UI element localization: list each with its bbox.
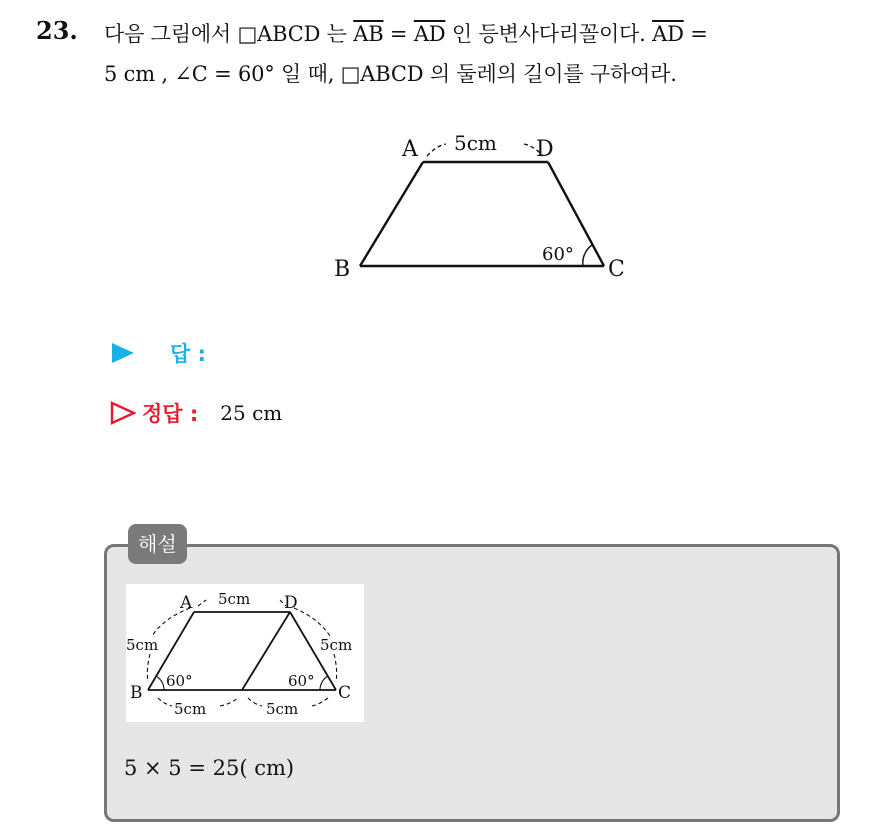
top-length-label: 5cm <box>454 131 497 155</box>
question-text-1a: 다음 그림에서 □ABCD 는 <box>104 22 354 46</box>
vertex-a-label: A <box>402 137 418 162</box>
sol-vertex-a: A <box>180 593 193 613</box>
sol-top-length: 5cm <box>218 590 251 608</box>
sol-angle-b-label: 60° <box>166 672 193 690</box>
sol-vertex-d: D <box>284 593 298 613</box>
question-number: 23. <box>36 16 78 45</box>
trapezoid-figure <box>330 118 640 288</box>
correct-answer-value: 25 cm <box>220 401 283 425</box>
vertex-c-label: C <box>608 257 625 282</box>
question-line-2: 5 cm , ∠C = 60° 일 때, □ABCD 의 둘레의 길이를 구하여라. <box>104 62 677 86</box>
answer-label: 답 : <box>170 342 206 366</box>
dimension-arc-left <box>427 144 446 156</box>
question-line-1 <box>104 18 708 48</box>
angle-arc-c <box>583 245 592 266</box>
correct-answer-row <box>110 398 282 428</box>
sol-left-length: 5cm <box>126 636 159 654</box>
triangle-outline-icon <box>110 401 136 425</box>
segment-ad-2: $\overline{AD}$ <box>652 22 684 46</box>
correct-answer-label: 정답 : <box>142 402 199 426</box>
solution-formula: 5 × 5 = 25( cm) <box>124 756 295 780</box>
sol-vertex-b: B <box>130 683 143 703</box>
sol-right-length: 5cm <box>320 636 353 654</box>
question-text-1d: = <box>683 22 708 46</box>
question-text-1c: 인 등변사다리꼴이다. <box>445 22 653 46</box>
play-icon <box>110 341 136 365</box>
segment-ad: $\overline{AD}$ <box>413 22 446 46</box>
answer-row <box>110 338 206 368</box>
angle-c-label: 60° <box>542 244 574 265</box>
question-text-1b: = <box>383 22 414 46</box>
sol-angle-c-label: 60° <box>288 672 315 690</box>
solution-tag: 해설 <box>128 524 187 564</box>
sol-bottom-left-length: 5cm <box>174 700 207 718</box>
solution-figure <box>126 584 364 722</box>
vertex-b-label: B <box>334 257 351 282</box>
segment-ab: $\overline{AB}$ <box>353 22 384 46</box>
vertex-d-label: D <box>536 137 554 162</box>
sol-vertex-c: C <box>338 683 352 703</box>
sol-bottom-right-length: 5cm <box>266 700 299 718</box>
side-ab <box>360 162 423 266</box>
